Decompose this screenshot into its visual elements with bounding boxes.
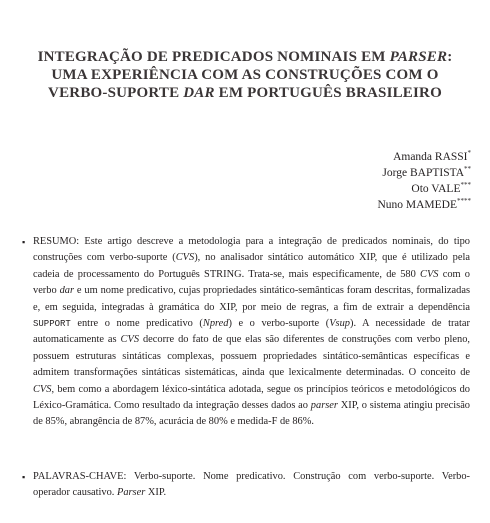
keywords-text: PALAVRAS-CHAVE: Verbo-suporte. Nome predicativo. Construção com verbo-suporte. Verbo-operador causativo. Parser XIP.	[33, 471, 470, 499]
footnote-mark: **	[464, 165, 471, 174]
title-line-1: INTEGRAÇÃO DE PREDICADOS NOMINAIS EM PARSER:	[37, 49, 453, 66]
keywords	[22, 469, 470, 502]
footnote-mark: ****	[457, 197, 471, 206]
title-line-3: VERBO-SUPORTE DAR EM PORTUGUÊS BRASILEIRO	[48, 85, 442, 102]
article-title	[20, 48, 470, 102]
abstract-text: RESUMO: Este artigo descreve a metodologia para a integração de predicados nominais, do tipo construções com verbo-suporte (CVS), no analisador sintático automático XIP, que é utilizado pela cadeia de processamento do Português STRING. Trata-se, mais especificamente, de 580 CVS com o verbo dar e um nome predicativo, cujas propriedades sintático-semânticas foram descritas, formalizadas e, em seguida, integradas à gramática do XIP, por meio de regras, a fim de extrair a dependência SUPPORT entre o nome predicativo (Npred) e o verbo-suporte (Vsup). A necessidade de tratar automaticamente as CVS decorre do fato de que elas são diferentes de construções com verbo pleno, possuem estruturas sintáticas complexas, possuem propriedades sintático-semânticas específicas e admitem transformações sintáticas sistemáticas, ainda que lexicalmente determinadas. O conceito de CVS, bem como a abordagem léxico-sintática adotada, segue os princípios teóricos e metodológicos do Léxico-Gramática. Como resultado da integração desses dados ao parser XIP, o sistema atingiu precisão de 85%, abrangência de 87%, acurácia de 80% e medida-F de 86%.	[33, 236, 471, 428]
author-name: Amanda RASSI*	[393, 149, 471, 163]
author-name: Nuno MAMEDE****	[377, 197, 471, 211]
bullet-icon: ▪	[22, 472, 26, 482]
abstract	[22, 234, 470, 431]
footnote-mark: ***	[460, 181, 471, 190]
author-name: Oto VALE***	[411, 181, 471, 195]
author-list	[377, 149, 471, 213]
title-line-2: UMA EXPERIÊNCIA COM AS CONSTRUÇÕES COM O	[51, 67, 439, 84]
bullet-icon: ▪	[22, 237, 26, 247]
author-name: Jorge BAPTISTA**	[382, 165, 471, 179]
footnote-mark: *	[467, 149, 471, 158]
